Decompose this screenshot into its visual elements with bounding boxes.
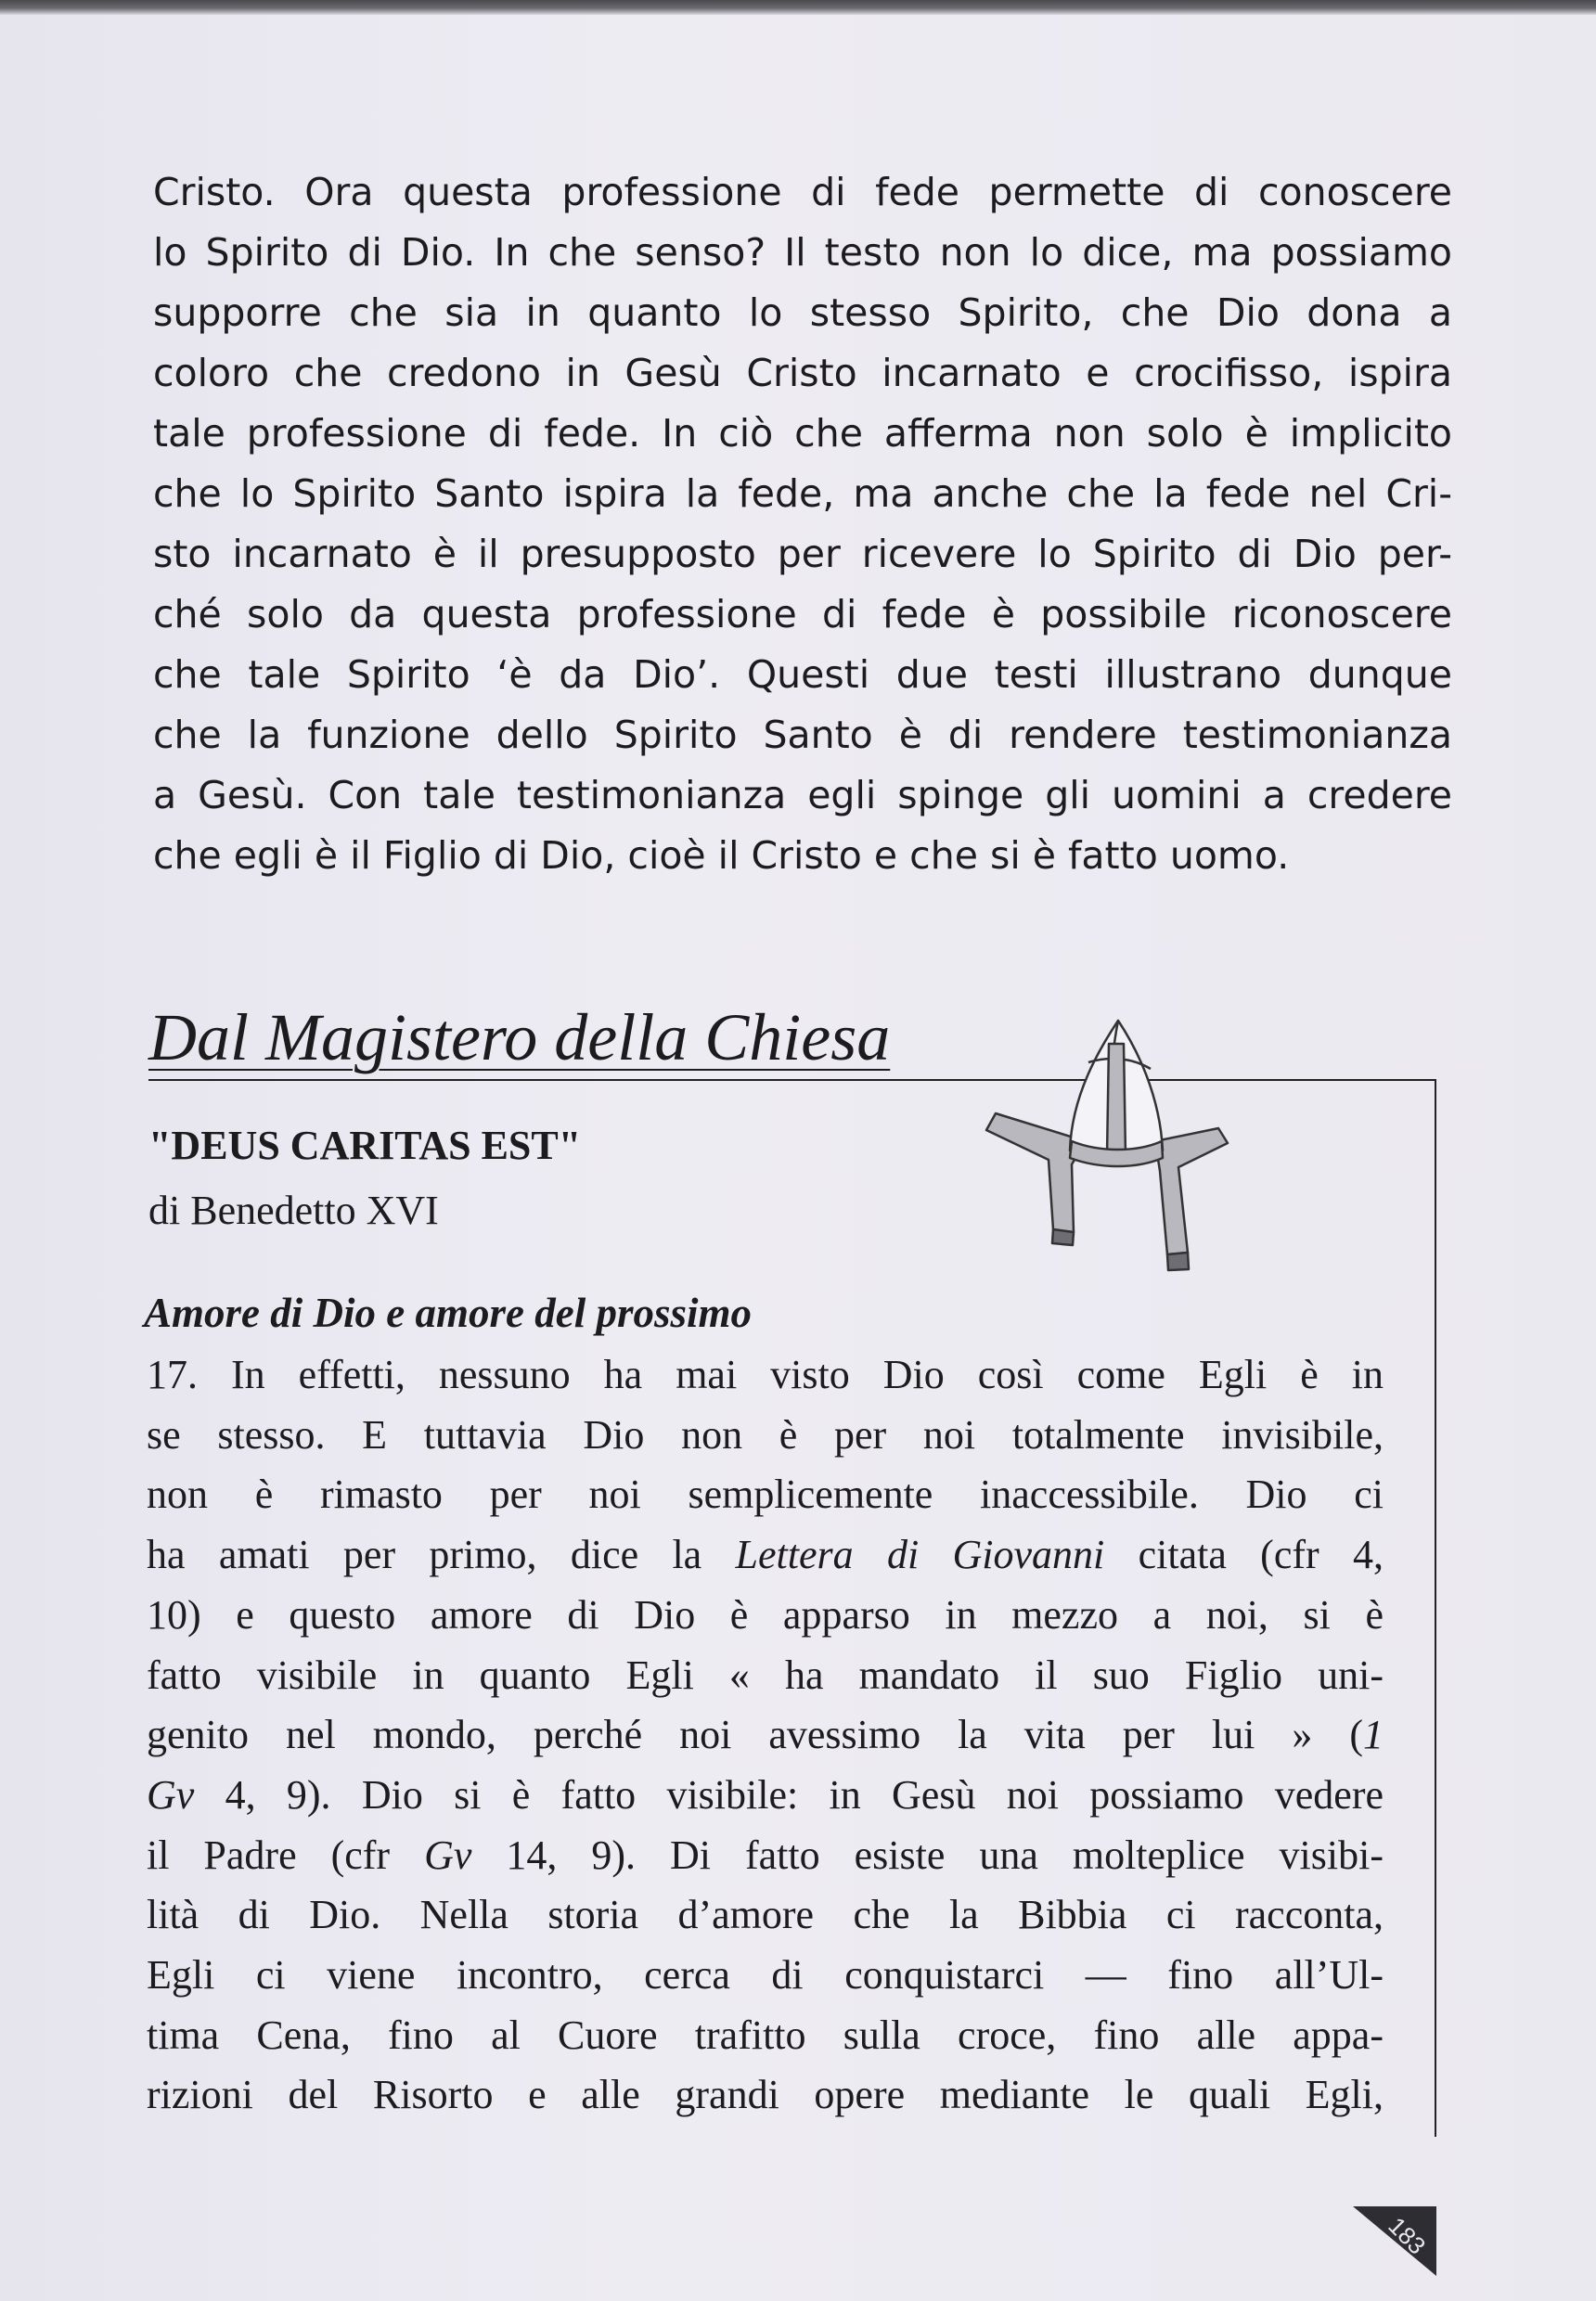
text-run: 4, 9). Dio si è fatto visibile: in Gesù noi possiamo vedere [194, 1771, 1384, 1818]
page-number-corner [1353, 2206, 1436, 2276]
box-border-right [1435, 1079, 1436, 2137]
text-line [147, 1525, 1384, 1586]
text-run: fatto visibile in quanto Egli « ha mandato il suo Figlio uni- [147, 1652, 1384, 1698]
text-line: coloro che credono in Gesù Cristo incarnato e crocifisso, ispira [153, 351, 1452, 395]
text-run: genito nel mondo, perché noi avessimo la vita per lui » ( [147, 1712, 1363, 1758]
text-line [147, 1826, 1384, 1886]
subsection-title: Amore di Dio e amore del prossimo [144, 1290, 752, 1336]
text-line: sto incarnato è il presupposto per ricevere lo Spirito di Dio per- [153, 532, 1452, 576]
page-number: 183 [1383, 2211, 1432, 2260]
text-line: supporre che sia in quanto lo stesso Spirito, che Dio dona a [153, 290, 1452, 335]
text-line: Cristo. Ora questa professione di fede permette di conoscere [153, 170, 1452, 214]
text-line [147, 1885, 1384, 1946]
text-line: lo Spirito di Dio. In che senso? Il testo non lo dice, ma possiamo [153, 230, 1452, 275]
text-line: a Gesù. Con tale testimonianza egli spinge gli uomini a credere [153, 773, 1452, 817]
section-title: Dal Magistero della Chiesa [148, 1000, 891, 1074]
text-run: Egli ci viene incontro, cerca di conquistarci — fino all’Ul- [147, 1952, 1384, 1999]
body-text-sans [153, 162, 1452, 886]
text-run: non è rimasto per noi semplicemente inaccessibile. Dio ci [147, 1472, 1384, 1518]
document-title: "DEUS CARITAS EST" [148, 1123, 582, 1168]
text-line [147, 1406, 1384, 1466]
text-run: ha amati per primo, dice la [147, 1532, 736, 1578]
text-run-italic: Gv [424, 1832, 472, 1878]
text-run: rizioni del Risorto e alle grandi opere mediante le quali Egli, [147, 2072, 1384, 2118]
text-run-italic: 1 [1363, 1712, 1384, 1758]
text-run: 14, 9). Di fatto esiste una molteplice visibi- [471, 1832, 1384, 1878]
page-top-edge [0, 0, 1596, 15]
text-line [147, 1586, 1384, 1646]
text-line [147, 1345, 1384, 1406]
mitre-icon [970, 1011, 1248, 1276]
text-line: ché solo da questa professione di fede è possibile riconoscere [153, 592, 1452, 636]
text-line: che la funzione dello Spirito Santo è di rendere testimonianza [153, 713, 1452, 757]
text-run-italic: Lettera di Giovanni [735, 1532, 1105, 1578]
text-run: 17. In effetti, nessuno ha mai visto Dio così come Egli è in [147, 1352, 1384, 1397]
text-run: se stesso. E tuttavia Dio non è per noi totalmente invisibile, [147, 1411, 1384, 1458]
text-run: lità di Dio. Nella storia d’amore che la Bibbia ci racconta, [147, 1892, 1384, 1938]
text-line [147, 1705, 1384, 1766]
text-line: che egli è il Figlio di Dio, cioè il Cristo e che si è fatto uomo. [153, 833, 1290, 878]
text-line [147, 2006, 1384, 2066]
text-run-italic: Gv [147, 1771, 195, 1818]
text-line [147, 2065, 1384, 2126]
text-line: che lo Spirito Santo ispira la fede, ma anche che la fede nel Cri- [153, 471, 1452, 516]
text-line [147, 1646, 1384, 1706]
text-line [147, 1465, 1384, 1525]
text-run: il Padre (cfr [147, 1832, 425, 1878]
text-line [147, 1766, 1384, 1826]
text-line: tale professione di fede. In ciò che afferma non solo è implicito [153, 411, 1452, 456]
text-run: 10) e questo amore di Dio è apparso in mezzo a noi, si è [147, 1591, 1384, 1638]
text-line [147, 1946, 1384, 2006]
body-text-serif [147, 1345, 1384, 2126]
text-run: tima Cena, fino al Cuore trafitto sulla croce, fino alle appa- [147, 2012, 1384, 2058]
text-run: citata (cfr 4, [1104, 1532, 1384, 1578]
document-author: di Benedetto XVI [148, 1188, 439, 1233]
text-line: che tale Spirito ‘è da Dio’. Questi due testi illustrano dunque [153, 652, 1452, 697]
